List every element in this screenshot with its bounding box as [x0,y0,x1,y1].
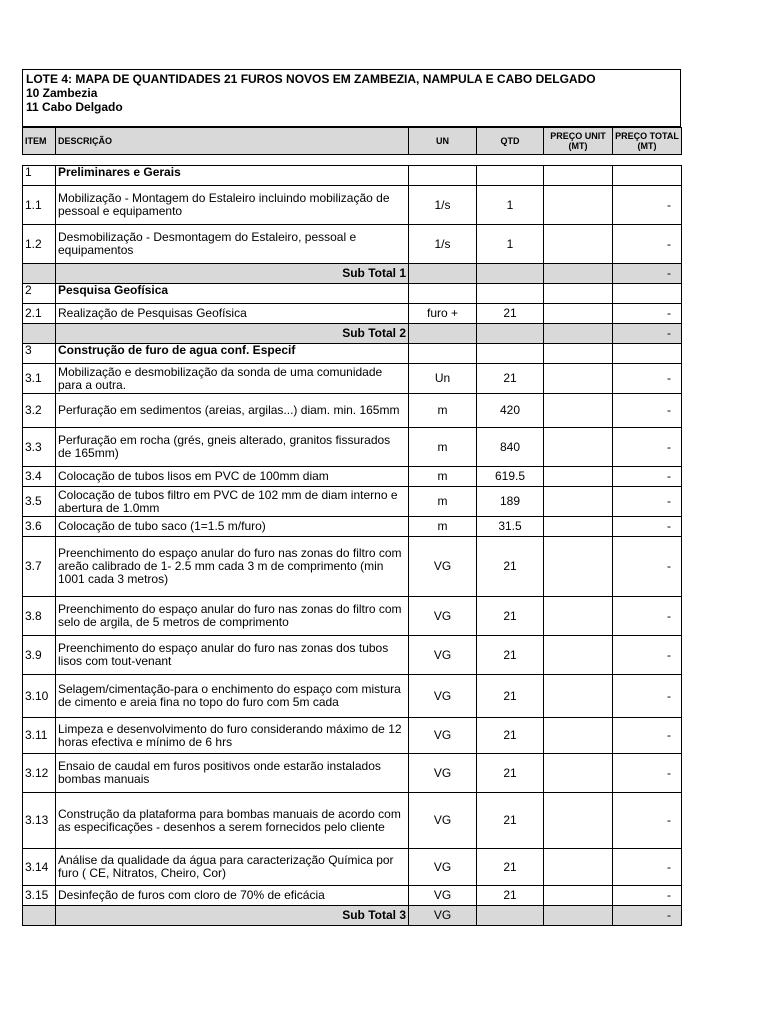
unit-price-cell [544,264,613,284]
total-price-cell: - [613,264,682,284]
total-price-cell: - [613,225,682,264]
total-price-cell: - [613,428,682,467]
unit-cell: VG [409,718,477,754]
quantity-cell: 21 [477,793,544,849]
table-row [23,487,682,517]
quantity-cell: 1 [477,225,544,264]
table-row [23,467,682,487]
description-cell: Realização de Pesquisas Geofísica [56,304,409,324]
description-cell: Perfuração em sedimentos (areias, argilas...) diam. min. 165mm [56,394,409,428]
unit-price-cell [544,225,613,264]
unit-cell: m [409,394,477,428]
subtotal-row [23,324,682,344]
unit-price-cell [544,718,613,754]
item-cell: 3.5 [23,487,56,517]
quantity-cell [477,166,544,186]
total-price-cell: - [613,364,682,394]
unit-cell [409,344,477,364]
description-cell: Preenchimento do espaço anular do furo nas zonas dos tubos lisos com tout-venant [56,636,409,675]
unit-cell [409,284,477,304]
total-price-cell: - [613,906,682,926]
description-cell: Sub Total 2 [56,324,409,344]
quantity-cell: 21 [477,537,544,597]
quantity-cell [477,324,544,344]
item-cell: 3.13 [23,793,56,849]
header-preco-total: PREÇO TOTAL (MT) [613,128,682,155]
quantity-cell: 420 [477,394,544,428]
table-row [23,754,682,793]
description-cell: Ensaio de caudal em furos positivos onde estarão instalados bombas manuais [56,754,409,793]
quantity-cell [477,344,544,364]
unit-cell: VG [409,636,477,675]
spacer-cell [409,155,477,166]
subtotal-row [23,906,682,926]
unit-cell: VG [409,675,477,718]
unit-price-cell [544,186,613,225]
item-cell: 3.2 [23,394,56,428]
total-price-cell: - [613,186,682,225]
unit-cell: 1/s [409,225,477,264]
unit-price-cell [544,754,613,793]
item-cell: 3 [23,344,56,364]
quantity-cell [477,906,544,926]
spacer-cell [23,155,56,166]
item-cell: 3.3 [23,428,56,467]
quantity-cell: 1 [477,186,544,225]
quantity-cell: 189 [477,487,544,517]
section-row [23,284,682,304]
table-row [23,849,682,886]
header-descricao: DESCRIÇÃO [56,128,409,155]
item-cell: 1 [23,166,56,186]
unit-price-cell [544,487,613,517]
total-price-cell: - [613,754,682,793]
total-price-cell: - [613,849,682,886]
quantity-cell: 840 [477,428,544,467]
description-cell: Desmobilização - Desmontagem do Estaleiro, pessoal e equipamentos [56,225,409,264]
header-qtd: QTD [477,128,544,155]
subtotal-row [23,264,682,284]
table-row [23,793,682,849]
unit-cell: VG [409,886,477,906]
description-cell: Mobilização e desmobilização da sonda de uma comunidade para a outra. [56,364,409,394]
quantity-cell [477,264,544,284]
unit-price-cell [544,675,613,718]
table-row [23,428,682,467]
total-price-cell [613,166,682,186]
unit-price-cell [544,428,613,467]
unit-price-cell [544,364,613,394]
table-row [23,886,682,906]
unit-price-cell [544,906,613,926]
item-cell: 3.11 [23,718,56,754]
unit-price-cell [544,304,613,324]
item-cell: 2.1 [23,304,56,324]
description-cell: Preenchimento do espaço anular do furo nas zonas do filtro com selo de argila, de 5 metros de comprimento [56,597,409,636]
description-cell: Sub Total 1 [56,264,409,284]
unit-price-cell [544,284,613,304]
region-zambezia: 10 Zambezia [26,86,98,100]
item-cell: 3.7 [23,537,56,597]
description-cell: Construção de furo de agua conf. Especif [56,344,409,364]
description-cell: Mobilização - Montagem do Estaleiro incluindo mobilização de pessoal e equipamento [56,186,409,225]
lot-title: LOTE 4: MAPA DE QUANTIDADES 21 FUROS NOVOS EM ZAMBEZIA, NAMPULA E CABO DELGADO [26,72,596,86]
unit-cell: m [409,428,477,467]
table-row [23,186,682,225]
item-cell: 1.2 [23,225,56,264]
region-cabo-delgado: 11 Cabo Delgado [26,100,123,114]
section-row [23,344,682,364]
header-spacer [23,155,682,166]
unit-price-cell [544,537,613,597]
description-cell: Análise da qualidade da água para caracterização Química por furo ( CE, Nitratos, Cheiro, Cor) [56,849,409,886]
unit-cell [409,324,477,344]
quantity-cell: 21 [477,754,544,793]
quantity-cell: 619.5 [477,467,544,487]
unit-cell: VG [409,754,477,793]
total-price-cell: - [613,886,682,906]
description-cell: Colocação de tubo saco (1=1.5 m/furo) [56,517,409,537]
description-cell: Preenchimento do espaço anular do furo nas zonas do filtro com areão calibrado de 1- 2.5 mm cada 3 m de comprimento (min 1001 cada 3 metros) [56,537,409,597]
unit-price-cell [544,517,613,537]
unit-price-cell [544,849,613,886]
total-price-cell: - [613,597,682,636]
spacer-cell [56,155,409,166]
unit-price-cell [544,636,613,675]
unit-cell [409,264,477,284]
item-cell: 1.1 [23,186,56,225]
unit-cell: Un [409,364,477,394]
unit-cell: m [409,487,477,517]
item-cell: 3.14 [23,849,56,886]
total-price-cell: - [613,718,682,754]
unit-price-cell [544,597,613,636]
unit-cell: VG [409,597,477,636]
quantities-table [22,127,682,926]
unit-price-cell [544,344,613,364]
unit-price-cell [544,394,613,428]
total-price-cell: - [613,636,682,675]
spacer-cell [477,155,544,166]
description-cell: Preliminares e Gerais [56,166,409,186]
item-cell [23,324,56,344]
description-cell: Construção da plataforma para bombas manuais de acordo com as especificações - desenhos a serem fornecidos pelo cliente [56,793,409,849]
unit-cell: furo + [409,304,477,324]
table-row [23,304,682,324]
description-cell: Selagem/cimentação-para o enchimento do espaço com mistura de cimento e areia fina no topo do furo com 5m cada [56,675,409,718]
total-price-cell: - [613,394,682,428]
total-price-cell [613,344,682,364]
description-cell: Pesquisa Geofísica [56,284,409,304]
unit-cell: VG [409,906,477,926]
unit-price-cell [544,467,613,487]
spacer-cell [544,155,613,166]
table-header-row [23,128,682,155]
quantity-cell: 21 [477,886,544,906]
unit-cell [409,166,477,186]
quantity-cell: 21 [477,304,544,324]
item-cell [23,906,56,926]
table-row [23,225,682,264]
table-row [23,636,682,675]
unit-cell: m [409,467,477,487]
description-cell: Sub Total 3 [56,906,409,926]
total-price-cell: - [613,517,682,537]
total-price-cell: - [613,304,682,324]
header-preco-unit: PREÇO UNIT (MT) [544,128,613,155]
quantity-cell [477,284,544,304]
item-cell: 3.1 [23,364,56,394]
quantity-cell: 21 [477,636,544,675]
description-cell: Desinfeção de furos com cloro de 70% de eficácia [56,886,409,906]
description-cell: Limpeza e desenvolvimento do furo considerando máximo de 12 horas efectiva e mínimo de 6 hrs [56,718,409,754]
unit-cell: VG [409,849,477,886]
item-cell: 3.4 [23,467,56,487]
quantity-cell: 21 [477,675,544,718]
table-row [23,675,682,718]
unit-cell: 1/s [409,186,477,225]
unit-price-cell [544,166,613,186]
table-row [23,718,682,754]
total-price-cell: - [613,793,682,849]
item-cell: 3.8 [23,597,56,636]
total-price-cell: - [613,675,682,718]
quantity-cell: 31.5 [477,517,544,537]
unit-price-cell [544,324,613,344]
item-cell: 3.9 [23,636,56,675]
total-price-cell: - [613,487,682,517]
total-price-cell: - [613,467,682,487]
sheet-title-block [22,69,681,127]
item-cell: 3.15 [23,886,56,906]
header-item: ITEM [23,128,56,155]
table-row [23,364,682,394]
description-cell: Colocação de tubos filtro em PVC de 102 mm de diam interno e abertura de 1.0mm [56,487,409,517]
quantity-cell: 21 [477,597,544,636]
item-cell: 2 [23,284,56,304]
header-un: UN [409,128,477,155]
total-price-cell: - [613,324,682,344]
total-price-cell: - [613,537,682,597]
description-cell: Colocação de tubos lisos em PVC de 100mm diam [56,467,409,487]
item-cell: 3.10 [23,675,56,718]
item-cell: 3.12 [23,754,56,793]
item-cell: 3.6 [23,517,56,537]
description-cell: Perfuração em rocha (grés, gneis alterado, granitos fissurados de 165mm) [56,428,409,467]
spacer-cell [613,155,682,166]
unit-cell: VG [409,793,477,849]
quantity-cell: 21 [477,849,544,886]
item-cell [23,264,56,284]
bill-of-quantities-sheet [22,69,681,926]
table-row [23,394,682,428]
table-row [23,597,682,636]
table-row [23,537,682,597]
section-row [23,166,682,186]
unit-price-cell [544,793,613,849]
quantity-cell: 21 [477,718,544,754]
table-row [23,517,682,537]
total-price-cell [613,284,682,304]
quantity-cell: 21 [477,364,544,394]
unit-cell: m [409,517,477,537]
unit-price-cell [544,886,613,906]
unit-cell: VG [409,537,477,597]
